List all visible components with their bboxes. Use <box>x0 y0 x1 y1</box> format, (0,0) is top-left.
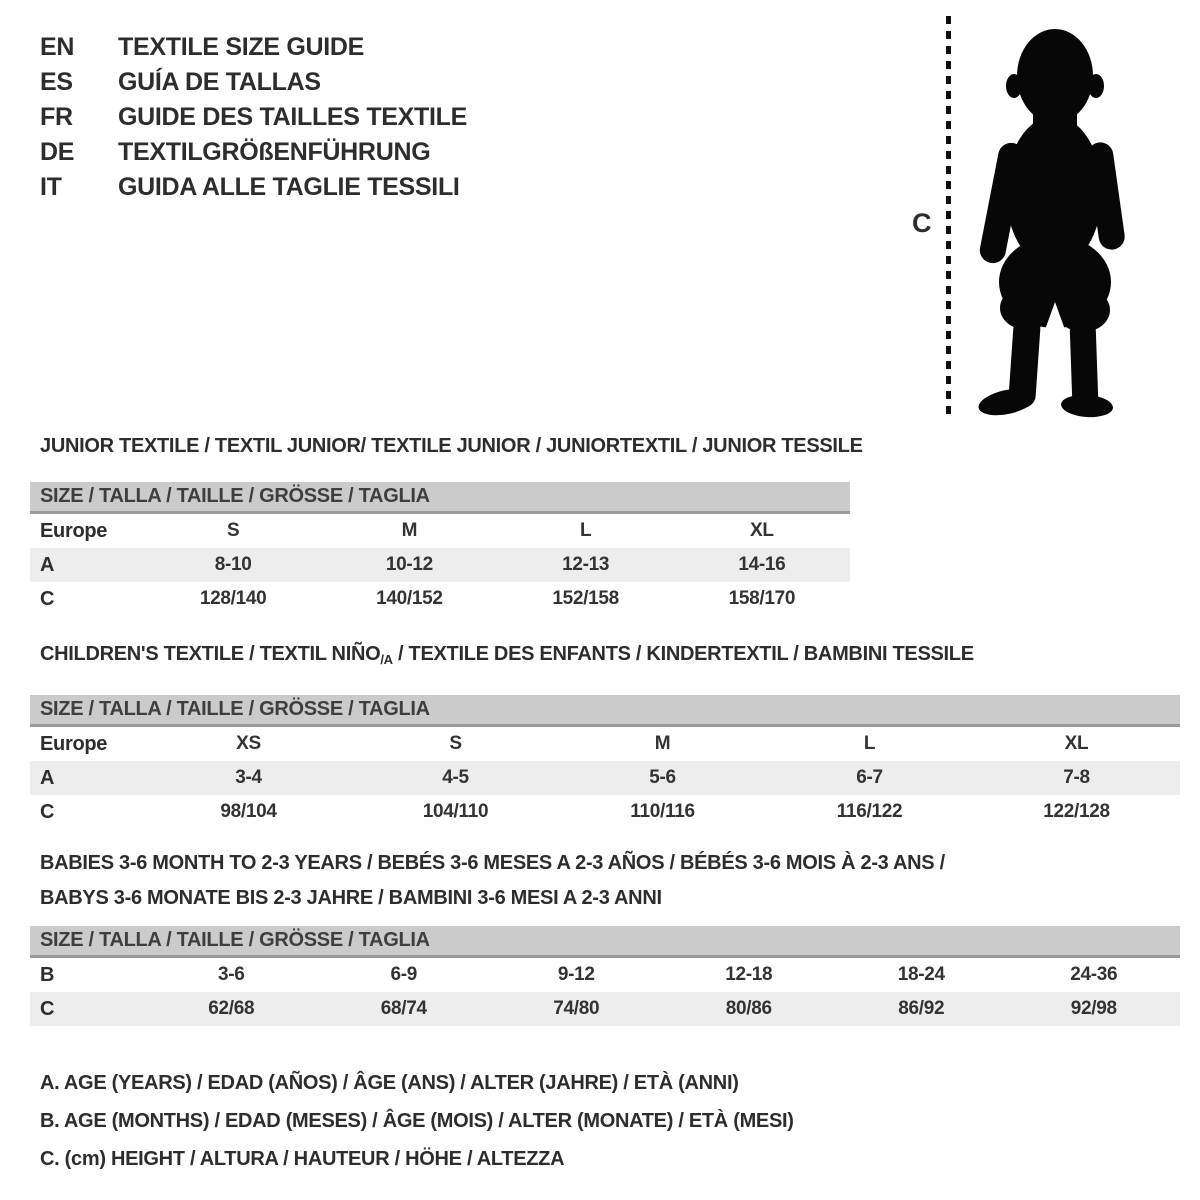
age-cell: 6-7 <box>766 761 973 795</box>
height-cell: 122/128 <box>1043 801 1110 822</box>
size-header-bar: SIZE / TALLA / TAILLE / GRÖSSE / TAGLIA <box>30 695 1180 726</box>
title-part: / TEXTILE DES ENFANTS / KINDERTEXTIL / BAMBINI TESSILE <box>392 643 974 665</box>
legend-line-b: B. AGE (MONTHS) / EDAD (MESES) / ÂGE (MOIS) / ALTER (MONATE) / ETÀ (MESI) <box>40 1110 794 1132</box>
language-code: DE <box>40 138 75 166</box>
height-cell: 68/74 <box>318 992 491 1026</box>
height-cell: 74/80 <box>490 992 663 1026</box>
height-cell: 80/86 <box>663 992 836 1026</box>
months-cell: 24-36 <box>1070 964 1118 985</box>
size-cell: M <box>654 733 671 754</box>
title-line-1: BABIES 3-6 MONTH TO 2-3 YEARS / BEBÉS 3-6 MESES A 2-3 AÑOS / BÉBÉS 3-6 MOIS À 2-3 ANS / <box>40 852 945 874</box>
height-measure-label: C <box>912 208 932 238</box>
age-cell: 5-6 <box>559 761 766 795</box>
table-row-europe <box>30 726 1180 762</box>
height-cell: 86/92 <box>835 992 1008 1026</box>
language-code: IT <box>40 173 62 201</box>
height-cell: 140/152 <box>376 588 443 609</box>
guide-title: GUIDA ALLE TAGLIE TESSILI <box>118 173 460 201</box>
guide-title: TEXTILE SIZE GUIDE <box>118 33 365 61</box>
childrens-size-table <box>30 695 1180 829</box>
size-cell: XL <box>1064 733 1089 754</box>
legend-line-c: C. (cm) HEIGHT / ALTURA / HAUTEUR / HÖHE / ALTEZZA <box>40 1148 565 1170</box>
language-title-list <box>40 30 467 205</box>
size-cell: XL <box>750 520 774 541</box>
row-label: A <box>30 548 145 582</box>
age-cell: 4-5 <box>352 761 559 795</box>
age-cell: 3-4 <box>145 761 352 795</box>
table-row-age <box>30 548 850 582</box>
junior-section-title: JUNIOR TEXTILE / TEXTIL JUNIOR/ TEXTILE JUNIOR / JUNIORTEXTIL / JUNIOR TESSILE <box>40 435 863 457</box>
row-label: C <box>40 800 55 823</box>
row-label: Europe <box>40 519 108 542</box>
babies-size-table <box>30 926 1180 1026</box>
legend-line-a: A. AGE (YEARS) / EDAD (AÑOS) / ÂGE (ANS) / ALTER (JAHRE) / ETÀ (ANNI) <box>40 1072 739 1094</box>
size-cell: XS <box>236 733 261 754</box>
height-cell: 116/122 <box>836 801 903 822</box>
height-cell: 128/140 <box>199 588 267 609</box>
row-label: A <box>30 761 145 795</box>
guide-title: GUIDE DES TAILLES TEXTILE <box>118 103 468 131</box>
row-label: B <box>40 963 55 986</box>
title-subscript: /A <box>380 652 393 667</box>
row-label: Europe <box>40 732 108 755</box>
language-row-en <box>40 30 467 65</box>
table-row-height <box>30 582 850 616</box>
language-code: ES <box>40 68 73 96</box>
height-cell: 98/104 <box>220 801 277 822</box>
size-header-bar: SIZE / TALLA / TAILLE / GRÖSSE / TAGLIA <box>30 482 850 513</box>
height-cell: 92/98 <box>1008 992 1181 1026</box>
toddler-silhouette <box>963 20 1145 418</box>
childrens-section-title <box>40 643 1180 671</box>
height-cell: 158/170 <box>728 588 796 609</box>
age-cell: 12-13 <box>498 548 674 582</box>
table-row-age-months <box>30 957 1180 993</box>
size-cell: M <box>401 520 418 541</box>
language-row-it <box>40 170 467 205</box>
measurement-legend <box>40 1064 794 1178</box>
height-measure-dashed-line <box>946 16 951 418</box>
age-cell: 10-12 <box>321 548 497 582</box>
language-code: EN <box>40 33 75 61</box>
table-row-height <box>30 795 1180 829</box>
months-cell: 6-9 <box>390 964 418 985</box>
months-cell: 3-6 <box>217 964 245 985</box>
height-cell: 104/110 <box>422 801 489 822</box>
guide-title: TEXTILGRÖßENFÜHRUNG <box>118 138 431 166</box>
table-row-europe <box>30 513 850 549</box>
title-part: CHILDREN'S TEXTILE / TEXTIL NIÑO <box>40 643 381 665</box>
height-cell: 110/116 <box>630 801 695 822</box>
language-row-de <box>40 135 467 170</box>
months-cell: 12-18 <box>725 964 773 985</box>
size-cell: L <box>579 520 592 541</box>
junior-textile-section <box>30 435 863 616</box>
size-cell: L <box>863 733 876 754</box>
table-row-age <box>30 761 1180 795</box>
babies-section-title <box>40 846 1180 916</box>
language-code: FR <box>40 103 73 131</box>
months-cell: 9-12 <box>557 964 595 985</box>
size-header-bar: SIZE / TALLA / TAILLE / GRÖSSE / TAGLIA <box>30 926 1180 957</box>
age-cell: 14-16 <box>674 548 850 582</box>
guide-title: GUÍA DE TALLAS <box>118 68 321 96</box>
height-cell: 62/68 <box>145 992 318 1026</box>
language-row-fr <box>40 100 467 135</box>
row-label: C <box>40 587 55 610</box>
childrens-textile-section <box>30 643 1180 829</box>
junior-size-table <box>30 482 850 616</box>
table-row-height <box>30 992 1180 1026</box>
size-cell: S <box>449 733 462 754</box>
age-cell: 8-10 <box>145 548 321 582</box>
height-cell: 152/158 <box>552 588 619 609</box>
row-label: C <box>30 992 145 1026</box>
babies-textile-section <box>30 846 1180 1026</box>
title-line-2: BABYS 3-6 MONATE BIS 2-3 JAHRE / BAMBINI 3-6 MESI A 2-3 ANNI <box>40 887 662 909</box>
age-cell: 7-8 <box>973 761 1180 795</box>
months-cell: 18-24 <box>897 964 945 985</box>
language-row-es <box>40 65 467 100</box>
size-cell: S <box>226 520 240 541</box>
